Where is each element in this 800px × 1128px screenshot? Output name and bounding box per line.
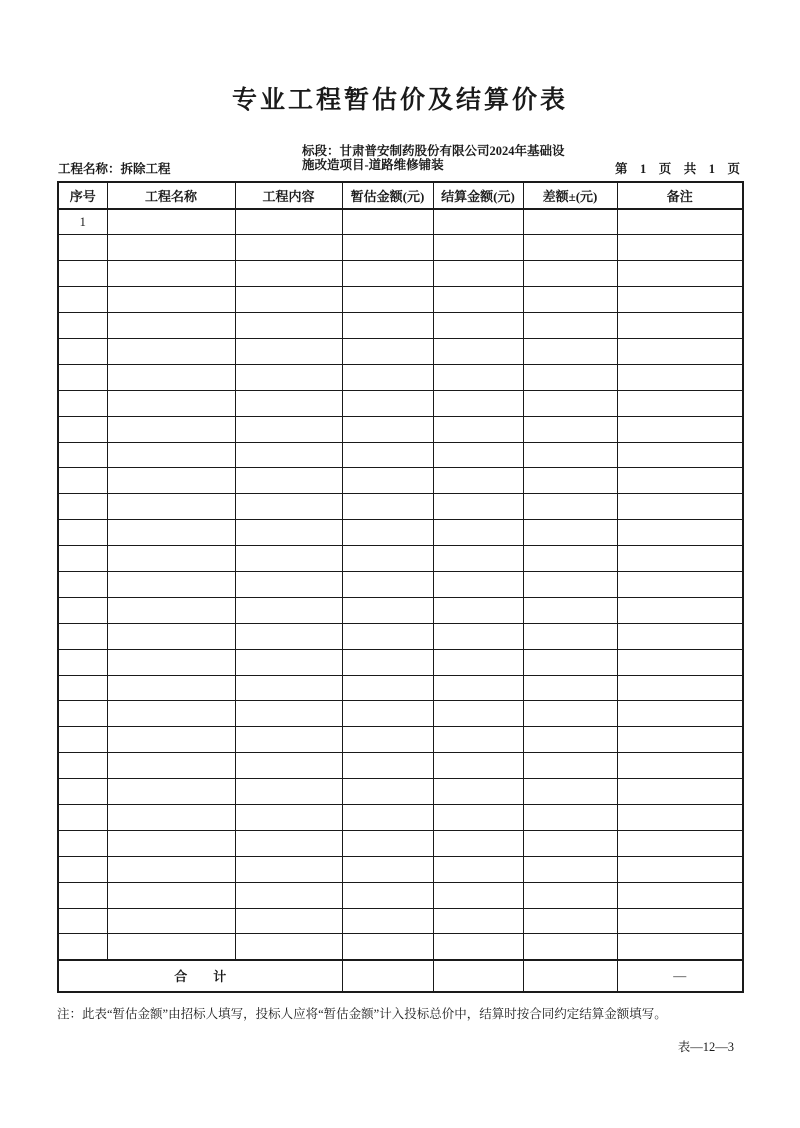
table-cell bbox=[617, 675, 743, 701]
table-cell bbox=[235, 261, 342, 287]
table-cell bbox=[617, 287, 743, 313]
table-cell bbox=[433, 597, 523, 623]
table-cell bbox=[617, 727, 743, 753]
table-cell bbox=[617, 546, 743, 572]
table-row bbox=[58, 649, 743, 675]
table-cell bbox=[342, 546, 433, 572]
table-cell bbox=[617, 908, 743, 934]
section-info bbox=[302, 145, 602, 172]
table-row bbox=[58, 520, 743, 546]
table-cell bbox=[58, 416, 107, 442]
table-cell bbox=[433, 856, 523, 882]
table-cell bbox=[523, 830, 617, 856]
table-row bbox=[58, 235, 743, 261]
table-cell bbox=[107, 209, 235, 235]
estimate-table bbox=[57, 181, 744, 993]
table-cell bbox=[523, 416, 617, 442]
table-row bbox=[58, 753, 743, 779]
table-cell bbox=[58, 701, 107, 727]
table-row bbox=[58, 546, 743, 572]
table-cell bbox=[523, 779, 617, 805]
table-row bbox=[58, 364, 743, 390]
table-cell bbox=[433, 882, 523, 908]
table-cell bbox=[235, 649, 342, 675]
table-cell bbox=[235, 390, 342, 416]
table-cell bbox=[342, 727, 433, 753]
table-cell bbox=[107, 571, 235, 597]
table-body bbox=[58, 209, 743, 960]
table-cell bbox=[523, 287, 617, 313]
table-cell bbox=[342, 675, 433, 701]
table-row bbox=[58, 416, 743, 442]
table-cell bbox=[342, 597, 433, 623]
table-cell bbox=[107, 934, 235, 960]
table-cell bbox=[235, 520, 342, 546]
table-cell bbox=[617, 390, 743, 416]
table-cell bbox=[107, 856, 235, 882]
table-cell bbox=[342, 830, 433, 856]
table-cell bbox=[107, 261, 235, 287]
table-cell: 1 bbox=[58, 209, 107, 235]
table-cell bbox=[617, 261, 743, 287]
table-cell bbox=[433, 520, 523, 546]
table-cell bbox=[342, 779, 433, 805]
col-header-difference: 差额±(元) bbox=[523, 182, 617, 209]
section-line1: 标段：甘肃普安制药股份有限公司2024年基础设 bbox=[302, 144, 565, 158]
table-cell bbox=[617, 235, 743, 261]
table-cell bbox=[235, 416, 342, 442]
table-cell bbox=[342, 934, 433, 960]
table-cell bbox=[523, 209, 617, 235]
table-cell bbox=[58, 520, 107, 546]
table-cell bbox=[58, 675, 107, 701]
table-cell bbox=[523, 597, 617, 623]
table-cell bbox=[342, 261, 433, 287]
table-cell bbox=[342, 753, 433, 779]
table-cell bbox=[58, 468, 107, 494]
table-cell bbox=[235, 623, 342, 649]
table-row bbox=[58, 597, 743, 623]
table-cell bbox=[107, 546, 235, 572]
table-cell bbox=[58, 804, 107, 830]
table-cell bbox=[107, 390, 235, 416]
table-cell bbox=[107, 416, 235, 442]
table-row bbox=[58, 209, 743, 235]
table-row bbox=[58, 804, 743, 830]
table-row bbox=[58, 287, 743, 313]
table-cell bbox=[235, 908, 342, 934]
table-row bbox=[58, 261, 743, 287]
table-cell bbox=[235, 727, 342, 753]
table-cell bbox=[58, 830, 107, 856]
table-cell bbox=[107, 623, 235, 649]
table-cell bbox=[235, 209, 342, 235]
table-cell bbox=[617, 209, 743, 235]
table-cell bbox=[433, 546, 523, 572]
table-row bbox=[58, 701, 743, 727]
table-cell bbox=[235, 313, 342, 339]
table-cell bbox=[235, 934, 342, 960]
table-cell bbox=[433, 261, 523, 287]
table-cell bbox=[342, 468, 433, 494]
table-row bbox=[58, 494, 743, 520]
table-cell bbox=[617, 597, 743, 623]
table-cell bbox=[107, 649, 235, 675]
table-row bbox=[58, 727, 743, 753]
table-cell bbox=[107, 753, 235, 779]
table-cell bbox=[433, 235, 523, 261]
table-cell bbox=[433, 390, 523, 416]
page-title: 专业工程暂估价及结算价表 bbox=[231, 87, 568, 114]
table-cell bbox=[342, 209, 433, 235]
table-cell bbox=[235, 830, 342, 856]
table-cell bbox=[107, 287, 235, 313]
table-cell bbox=[523, 804, 617, 830]
table-cell bbox=[342, 804, 433, 830]
table-cell bbox=[342, 882, 433, 908]
table-cell bbox=[342, 416, 433, 442]
table-cell bbox=[617, 779, 743, 805]
table-cell bbox=[58, 235, 107, 261]
table-cell bbox=[342, 520, 433, 546]
table-cell bbox=[58, 779, 107, 805]
total-remark-cell: — bbox=[617, 960, 743, 992]
table-cell bbox=[58, 934, 107, 960]
table-cell bbox=[617, 571, 743, 597]
table-cell bbox=[235, 856, 342, 882]
table-cell bbox=[433, 209, 523, 235]
table-cell bbox=[523, 468, 617, 494]
table-cell bbox=[523, 313, 617, 339]
project-name bbox=[58, 159, 171, 177]
table-cell bbox=[523, 364, 617, 390]
table-cell bbox=[342, 390, 433, 416]
table-cell bbox=[107, 520, 235, 546]
table-cell bbox=[58, 494, 107, 520]
table-cell bbox=[235, 571, 342, 597]
table-cell bbox=[342, 442, 433, 468]
table-cell bbox=[107, 364, 235, 390]
table-cell bbox=[107, 468, 235, 494]
table-cell bbox=[433, 494, 523, 520]
total-settlement-cell bbox=[433, 960, 523, 992]
table-cell bbox=[523, 235, 617, 261]
table-row bbox=[58, 779, 743, 805]
table-row bbox=[58, 623, 743, 649]
table-cell bbox=[523, 649, 617, 675]
table-row bbox=[58, 338, 743, 364]
table-cell bbox=[433, 468, 523, 494]
table-cell bbox=[342, 856, 433, 882]
table-cell bbox=[107, 338, 235, 364]
table-cell bbox=[617, 753, 743, 779]
table-cell bbox=[342, 235, 433, 261]
table-cell bbox=[617, 364, 743, 390]
table-cell bbox=[523, 494, 617, 520]
table-cell bbox=[58, 261, 107, 287]
table-row bbox=[58, 856, 743, 882]
table-cell bbox=[58, 546, 107, 572]
table-cell bbox=[107, 830, 235, 856]
table-cell bbox=[342, 701, 433, 727]
table-cell bbox=[235, 701, 342, 727]
table-cell bbox=[58, 390, 107, 416]
table-cell bbox=[107, 804, 235, 830]
table-cell bbox=[342, 364, 433, 390]
table-cell bbox=[58, 313, 107, 339]
table-header-row bbox=[58, 182, 743, 209]
table-cell bbox=[617, 338, 743, 364]
table-cell bbox=[523, 338, 617, 364]
table-cell bbox=[523, 856, 617, 882]
table-cell bbox=[235, 468, 342, 494]
project-name-label: 工程名称： bbox=[58, 162, 121, 176]
table-cell bbox=[235, 287, 342, 313]
col-header-project-name: 工程名称 bbox=[107, 182, 235, 209]
table-cell bbox=[523, 882, 617, 908]
table-cell bbox=[107, 908, 235, 934]
table-cell bbox=[107, 235, 235, 261]
table-cell bbox=[342, 494, 433, 520]
table-cell bbox=[617, 934, 743, 960]
table-row bbox=[58, 442, 743, 468]
table-cell bbox=[433, 313, 523, 339]
page-number-info: 第 1 页 共 1 页 bbox=[614, 162, 740, 176]
table-cell bbox=[342, 908, 433, 934]
table-cell bbox=[342, 571, 433, 597]
table-row bbox=[58, 571, 743, 597]
table-cell bbox=[617, 494, 743, 520]
table-cell bbox=[58, 753, 107, 779]
table-cell bbox=[523, 675, 617, 701]
table-cell bbox=[107, 442, 235, 468]
table-cell bbox=[433, 364, 523, 390]
table-cell bbox=[58, 442, 107, 468]
table-cell bbox=[58, 649, 107, 675]
table-row bbox=[58, 908, 743, 934]
table-cell bbox=[433, 338, 523, 364]
table-cell bbox=[523, 753, 617, 779]
table-cell bbox=[523, 261, 617, 287]
table-cell bbox=[617, 649, 743, 675]
table-cell bbox=[433, 442, 523, 468]
table-cell bbox=[107, 597, 235, 623]
table-cell bbox=[523, 442, 617, 468]
total-row bbox=[58, 960, 743, 992]
table-cell bbox=[617, 623, 743, 649]
table-cell bbox=[58, 597, 107, 623]
table-cell bbox=[433, 623, 523, 649]
total-provisional-cell bbox=[342, 960, 433, 992]
form-code: 表—12—3 bbox=[677, 1040, 734, 1054]
table-cell bbox=[523, 701, 617, 727]
table-cell bbox=[617, 701, 743, 727]
table-cell bbox=[433, 830, 523, 856]
table-cell bbox=[342, 649, 433, 675]
table-cell bbox=[617, 442, 743, 468]
table-cell bbox=[107, 313, 235, 339]
table-cell bbox=[523, 520, 617, 546]
table-cell bbox=[433, 675, 523, 701]
table-row bbox=[58, 934, 743, 960]
table-cell bbox=[107, 882, 235, 908]
form-meta bbox=[57, 144, 742, 181]
table-cell bbox=[342, 338, 433, 364]
note-text: 注：此表“暂估金额”由招标人填写，投标人应将“暂估金额”计入投标总价中，结算时按合同约定结算金额填写。 bbox=[57, 1007, 667, 1021]
table-row bbox=[58, 468, 743, 494]
table-row bbox=[58, 313, 743, 339]
table-cell bbox=[433, 287, 523, 313]
table-cell bbox=[235, 882, 342, 908]
project-name-value: 拆除工程 bbox=[120, 162, 171, 176]
table-cell bbox=[235, 804, 342, 830]
table-cell bbox=[617, 856, 743, 882]
table-row bbox=[58, 830, 743, 856]
table-cell bbox=[342, 313, 433, 339]
table-cell bbox=[433, 701, 523, 727]
table-cell bbox=[523, 390, 617, 416]
table-cell bbox=[617, 520, 743, 546]
table-cell bbox=[107, 701, 235, 727]
table-cell bbox=[523, 908, 617, 934]
table-cell bbox=[617, 830, 743, 856]
table-cell bbox=[58, 623, 107, 649]
total-label: 合 计 bbox=[58, 960, 342, 992]
table-cell bbox=[342, 287, 433, 313]
table-cell bbox=[433, 753, 523, 779]
table-cell bbox=[235, 675, 342, 701]
table-cell bbox=[617, 416, 743, 442]
table-cell bbox=[58, 727, 107, 753]
table-cell bbox=[433, 416, 523, 442]
table-cell bbox=[58, 882, 107, 908]
table-cell bbox=[433, 779, 523, 805]
table-cell bbox=[235, 546, 342, 572]
table-cell bbox=[235, 338, 342, 364]
table-cell bbox=[617, 882, 743, 908]
table-cell bbox=[58, 287, 107, 313]
table-row bbox=[58, 390, 743, 416]
table-cell bbox=[433, 649, 523, 675]
table-cell bbox=[433, 934, 523, 960]
table-cell bbox=[107, 494, 235, 520]
table-cell bbox=[235, 597, 342, 623]
table-cell bbox=[235, 364, 342, 390]
table-cell bbox=[58, 856, 107, 882]
table-cell bbox=[523, 727, 617, 753]
table-cell bbox=[523, 934, 617, 960]
table-cell bbox=[58, 364, 107, 390]
col-header-work-content: 工程内容 bbox=[235, 182, 342, 209]
col-header-settlement-amount: 结算金额(元) bbox=[433, 182, 523, 209]
table-cell bbox=[523, 571, 617, 597]
table-cell bbox=[58, 338, 107, 364]
table-row bbox=[58, 675, 743, 701]
col-header-seq: 序号 bbox=[58, 182, 107, 209]
table-cell bbox=[433, 804, 523, 830]
table-cell bbox=[235, 235, 342, 261]
table-row bbox=[58, 882, 743, 908]
table-cell bbox=[235, 753, 342, 779]
total-difference-cell bbox=[523, 960, 617, 992]
table-cell bbox=[617, 468, 743, 494]
col-header-remarks: 备注 bbox=[617, 182, 743, 209]
table-cell bbox=[58, 908, 107, 934]
table-cell bbox=[235, 779, 342, 805]
table-cell bbox=[523, 546, 617, 572]
table-cell bbox=[433, 727, 523, 753]
col-header-provisional-amount: 暂估金额(元) bbox=[342, 182, 433, 209]
table-cell bbox=[342, 623, 433, 649]
table-cell bbox=[235, 442, 342, 468]
table-cell bbox=[107, 779, 235, 805]
table-cell bbox=[107, 675, 235, 701]
table-cell bbox=[107, 727, 235, 753]
section-line2: 施改造项目-道路维修铺装 bbox=[302, 157, 444, 172]
table-cell bbox=[433, 908, 523, 934]
table-cell bbox=[433, 571, 523, 597]
table-cell bbox=[617, 804, 743, 830]
table-cell bbox=[523, 623, 617, 649]
table-cell bbox=[617, 313, 743, 339]
table-cell bbox=[58, 571, 107, 597]
table-cell bbox=[235, 494, 342, 520]
